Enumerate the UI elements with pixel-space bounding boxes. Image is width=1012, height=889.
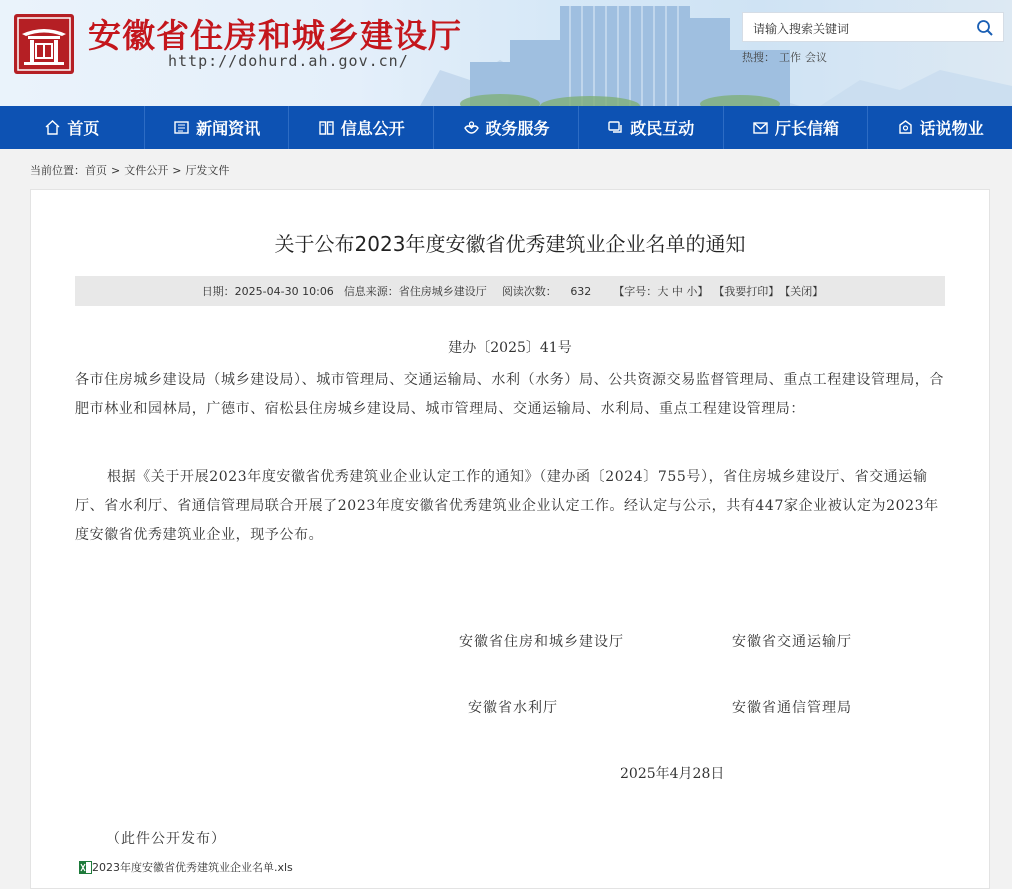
attachment-link[interactable]: 2023年度安徽省优秀建筑业企业名单.xls [92, 861, 293, 874]
nav-item-director-mailbox[interactable] [724, 106, 869, 149]
recipients-paragraph: 各市住房城乡建设局（城乡建设局）、城市管理局、交通运输局、水利（水务）局、公共资源交易监督管理局、重点工程建设管理局，合肥市林业和园林局，广德市、宿松县住房城乡建设局、城市管理局、交通运输局、水利局、重点工程建设管理局： [75, 372, 944, 417]
site-url: http://dohurd.ah.gov.cn/ [168, 52, 409, 70]
mail-icon [752, 119, 769, 136]
breadcrumb-link-docs[interactable]: 文件公开 [124, 164, 169, 177]
font-medium-link[interactable]: 中 [671, 285, 683, 298]
font-size-controls [613, 283, 708, 299]
article-panel [30, 189, 990, 889]
breadcrumb-link-dept-docs[interactable]: 厅发文件 [185, 164, 230, 177]
nav-item-label: 话说物业 [919, 119, 984, 138]
nav-item-label: 政民互动 [630, 119, 695, 138]
nav-item-label: 信息公开 [340, 119, 405, 138]
font-size-end: 】 [697, 285, 709, 298]
breadcrumb-link-home[interactable]: 首页 [85, 164, 107, 177]
nav-item-label: 新闻资讯 [196, 119, 261, 138]
signatory-housing-dept: 安徽省住房和城乡建设厅 [459, 634, 624, 650]
nav-item-interaction[interactable] [579, 106, 724, 149]
attachment [79, 859, 293, 875]
font-size-label: 【字号： [613, 285, 658, 298]
hot-search-link[interactable]: 会议 [805, 51, 827, 64]
print-link[interactable]: 【我要打印】 [713, 285, 780, 298]
signatory-water-dept: 安徽省水利厅 [468, 700, 558, 716]
hot-search-label: 热搜： [742, 51, 775, 64]
article-date: 日期：2025-04-30 10:06 [201, 285, 334, 298]
property-icon [897, 119, 914, 136]
article-title: 关于公布2023年度安徽省优秀建筑业企业名单的通知 [274, 232, 746, 256]
signatory-transport-dept: 安徽省交通运输厅 [732, 634, 852, 650]
main-nav [0, 106, 1012, 149]
nav-item-label: 厅长信箱 [774, 119, 839, 138]
home-icon [44, 119, 61, 136]
excel-file-icon [79, 861, 92, 874]
article-views [497, 283, 597, 299]
nav-item-gov-services[interactable] [434, 106, 579, 149]
font-small-link[interactable]: 小 [686, 285, 698, 298]
site-logo[interactable] [14, 14, 74, 74]
font-large-link[interactable]: 大 [657, 285, 669, 298]
signed-date: 2025年4月28日 [620, 766, 725, 782]
site-title: 安徽省住房和城乡建设厅 [88, 16, 462, 55]
article-meta-bar [75, 276, 945, 306]
chat-icon [607, 119, 624, 136]
book-icon [318, 119, 335, 136]
close-link[interactable]: 【关闭】 [779, 285, 824, 298]
hot-search-link[interactable]: 工作 [779, 51, 801, 64]
body-paragraph: 根据《关于开展2023年度安徽省优秀建筑业企业认定工作的通知》（建办函〔2024〕755号），省住房城乡建设厅、省交通运输厅、省水利厅、省通信管理局联合开展了2023年度安徽省优秀建筑业企业认定工作。经认定与公示，共有447家企业被认定为2023年度安徽省优秀建筑业企业，现予公布。 [75, 469, 939, 543]
nav-item-property-talk[interactable] [868, 106, 1012, 149]
publish-note: （此件公开发布） [106, 831, 226, 847]
nav-item-news[interactable] [145, 106, 290, 149]
search-box [742, 12, 1004, 42]
signatory-telecom-bureau: 安徽省通信管理局 [732, 700, 852, 716]
nav-item-label: 首页 [67, 119, 100, 138]
nav-item-home[interactable] [0, 106, 145, 149]
news-icon [173, 119, 190, 136]
hot-searches [742, 49, 827, 65]
nav-item-label: 政务服务 [485, 119, 550, 138]
views-label: 阅读次数： [501, 285, 557, 298]
service-icon [463, 119, 480, 136]
breadcrumb-separator: > [111, 164, 121, 177]
views-count: 632 [570, 285, 592, 298]
nav-item-info-disclosure[interactable] [289, 106, 434, 149]
article-source: 信息来源：省住房城乡建设厅 [343, 285, 487, 298]
logo-emblem-icon [14, 14, 74, 74]
breadcrumb [30, 162, 229, 178]
search-input[interactable] [751, 19, 970, 39]
site-header [0, 0, 1012, 106]
breadcrumb-separator: > [172, 164, 182, 177]
search-icon[interactable] [975, 18, 995, 38]
breadcrumb-label: 当前位置： [30, 164, 85, 177]
document-number: 建办〔2025〕41号 [448, 340, 572, 356]
